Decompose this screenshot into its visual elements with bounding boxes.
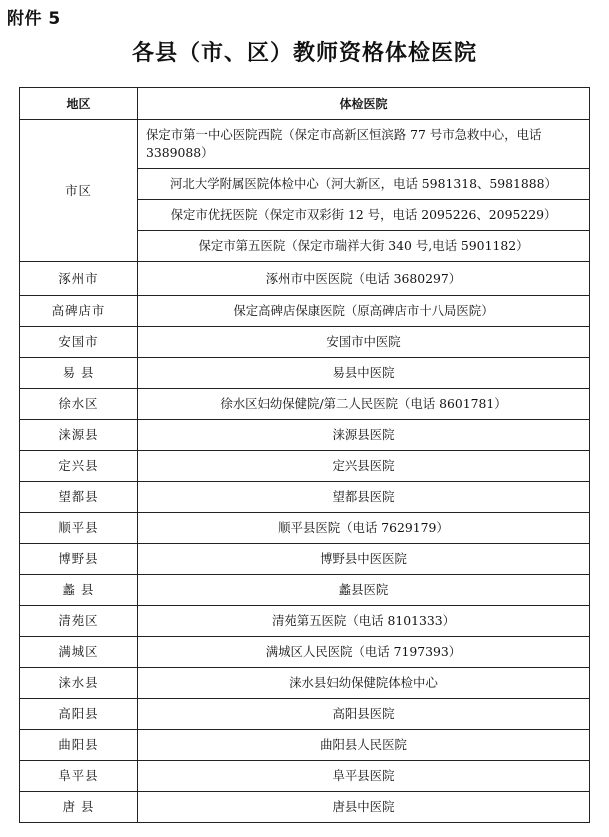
region-rows	[20, 262, 590, 823]
table-row	[20, 120, 590, 169]
table-row	[20, 327, 590, 358]
hospital-cell: 保定市优抚医院（保定市双彩街 12 号，电话 2095226、2095229）	[138, 200, 590, 231]
region-cell: 安国市	[20, 327, 138, 358]
region-cell: 顺平县	[20, 513, 138, 544]
table-header-row	[20, 88, 590, 120]
region-cell: 博野县	[20, 544, 138, 575]
table-row	[20, 544, 590, 575]
region-cell: 曲阳县	[20, 730, 138, 761]
table-row	[20, 761, 590, 792]
page-title: 各县（市、区）教师资格体检医院	[131, 41, 477, 66]
region-cell: 易 县	[20, 358, 138, 389]
region-cell-city: 市区	[20, 120, 138, 262]
hospital-cell: 安国市中医院	[138, 327, 590, 358]
region-cell: 望都县	[20, 482, 138, 513]
hospital-cell: 保定高碑店保康医院（原高碑店市十八局医院）	[138, 296, 590, 327]
hospital-cell: 河北大学附属医院体检中心（河大新区，电话 5981318、5981888）	[138, 169, 590, 200]
hospital-cell: 徐水区妇幼保健院/第二人民医院（电话 8601781）	[138, 389, 590, 420]
hospital-cell: 清苑第五医院（电话 8101333）	[138, 606, 590, 637]
region-cell: 定兴县	[20, 451, 138, 482]
hospital-cell: 顺平县医院（电话 7629179）	[138, 513, 590, 544]
hospital-cell: 满城区人民医院（电话 7197393）	[138, 637, 590, 668]
region-cell: 蠡 县	[20, 575, 138, 606]
hospital-cell: 定兴县医院	[138, 451, 590, 482]
hospital-cell: 唐县中医院	[138, 792, 590, 823]
table-row	[20, 606, 590, 637]
table-row	[20, 482, 590, 513]
table-row	[20, 389, 590, 420]
region-cell: 唐 县	[20, 792, 138, 823]
table-row	[20, 451, 590, 482]
region-cell: 阜平县	[20, 761, 138, 792]
hospital-cell: 保定市第一中心医院西院（保定市高新区恒滨路 77 号市急救中心，电话 3389088）	[138, 120, 590, 169]
table-row	[20, 792, 590, 823]
table-row	[20, 575, 590, 606]
table-row	[20, 730, 590, 761]
region-cell: 高碑店市	[20, 296, 138, 327]
hospital-cell: 曲阳县人民医院	[138, 730, 590, 761]
table-row	[20, 420, 590, 451]
hospital-table	[19, 87, 590, 823]
table-row	[20, 262, 590, 296]
column-header-region: 地区	[20, 88, 138, 120]
attachment-label: 附件 5	[7, 9, 61, 29]
region-cell: 徐水区	[20, 389, 138, 420]
hospital-cell: 阜平县医院	[138, 761, 590, 792]
hospital-cell: 蠡县医院	[138, 575, 590, 606]
table-row	[20, 513, 590, 544]
table-row	[20, 668, 590, 699]
table-row	[20, 296, 590, 327]
hospital-cell: 保定市第五医院（保定市瑞祥大街 340 号,电话 5901182）	[138, 231, 590, 262]
table-row	[20, 699, 590, 730]
table-row	[20, 358, 590, 389]
region-cell: 清苑区	[20, 606, 138, 637]
hospital-cell: 望都县医院	[138, 482, 590, 513]
hospital-cell: 博野县中医医院	[138, 544, 590, 575]
hospital-cell: 涞源县医院	[138, 420, 590, 451]
hospital-cell: 涿州市中医医院（电话 3680297）	[138, 262, 590, 296]
column-header-hospital: 体检医院	[138, 88, 590, 120]
hospital-cell: 高阳县医院	[138, 699, 590, 730]
region-cell: 涞源县	[20, 420, 138, 451]
region-cell: 涞水县	[20, 668, 138, 699]
region-cell: 高阳县	[20, 699, 138, 730]
region-cell: 涿州市	[20, 262, 138, 296]
table-row	[20, 637, 590, 668]
hospital-cell: 涞水县妇幼保健院体检中心	[138, 668, 590, 699]
region-cell: 满城区	[20, 637, 138, 668]
hospital-cell: 易县中医院	[138, 358, 590, 389]
